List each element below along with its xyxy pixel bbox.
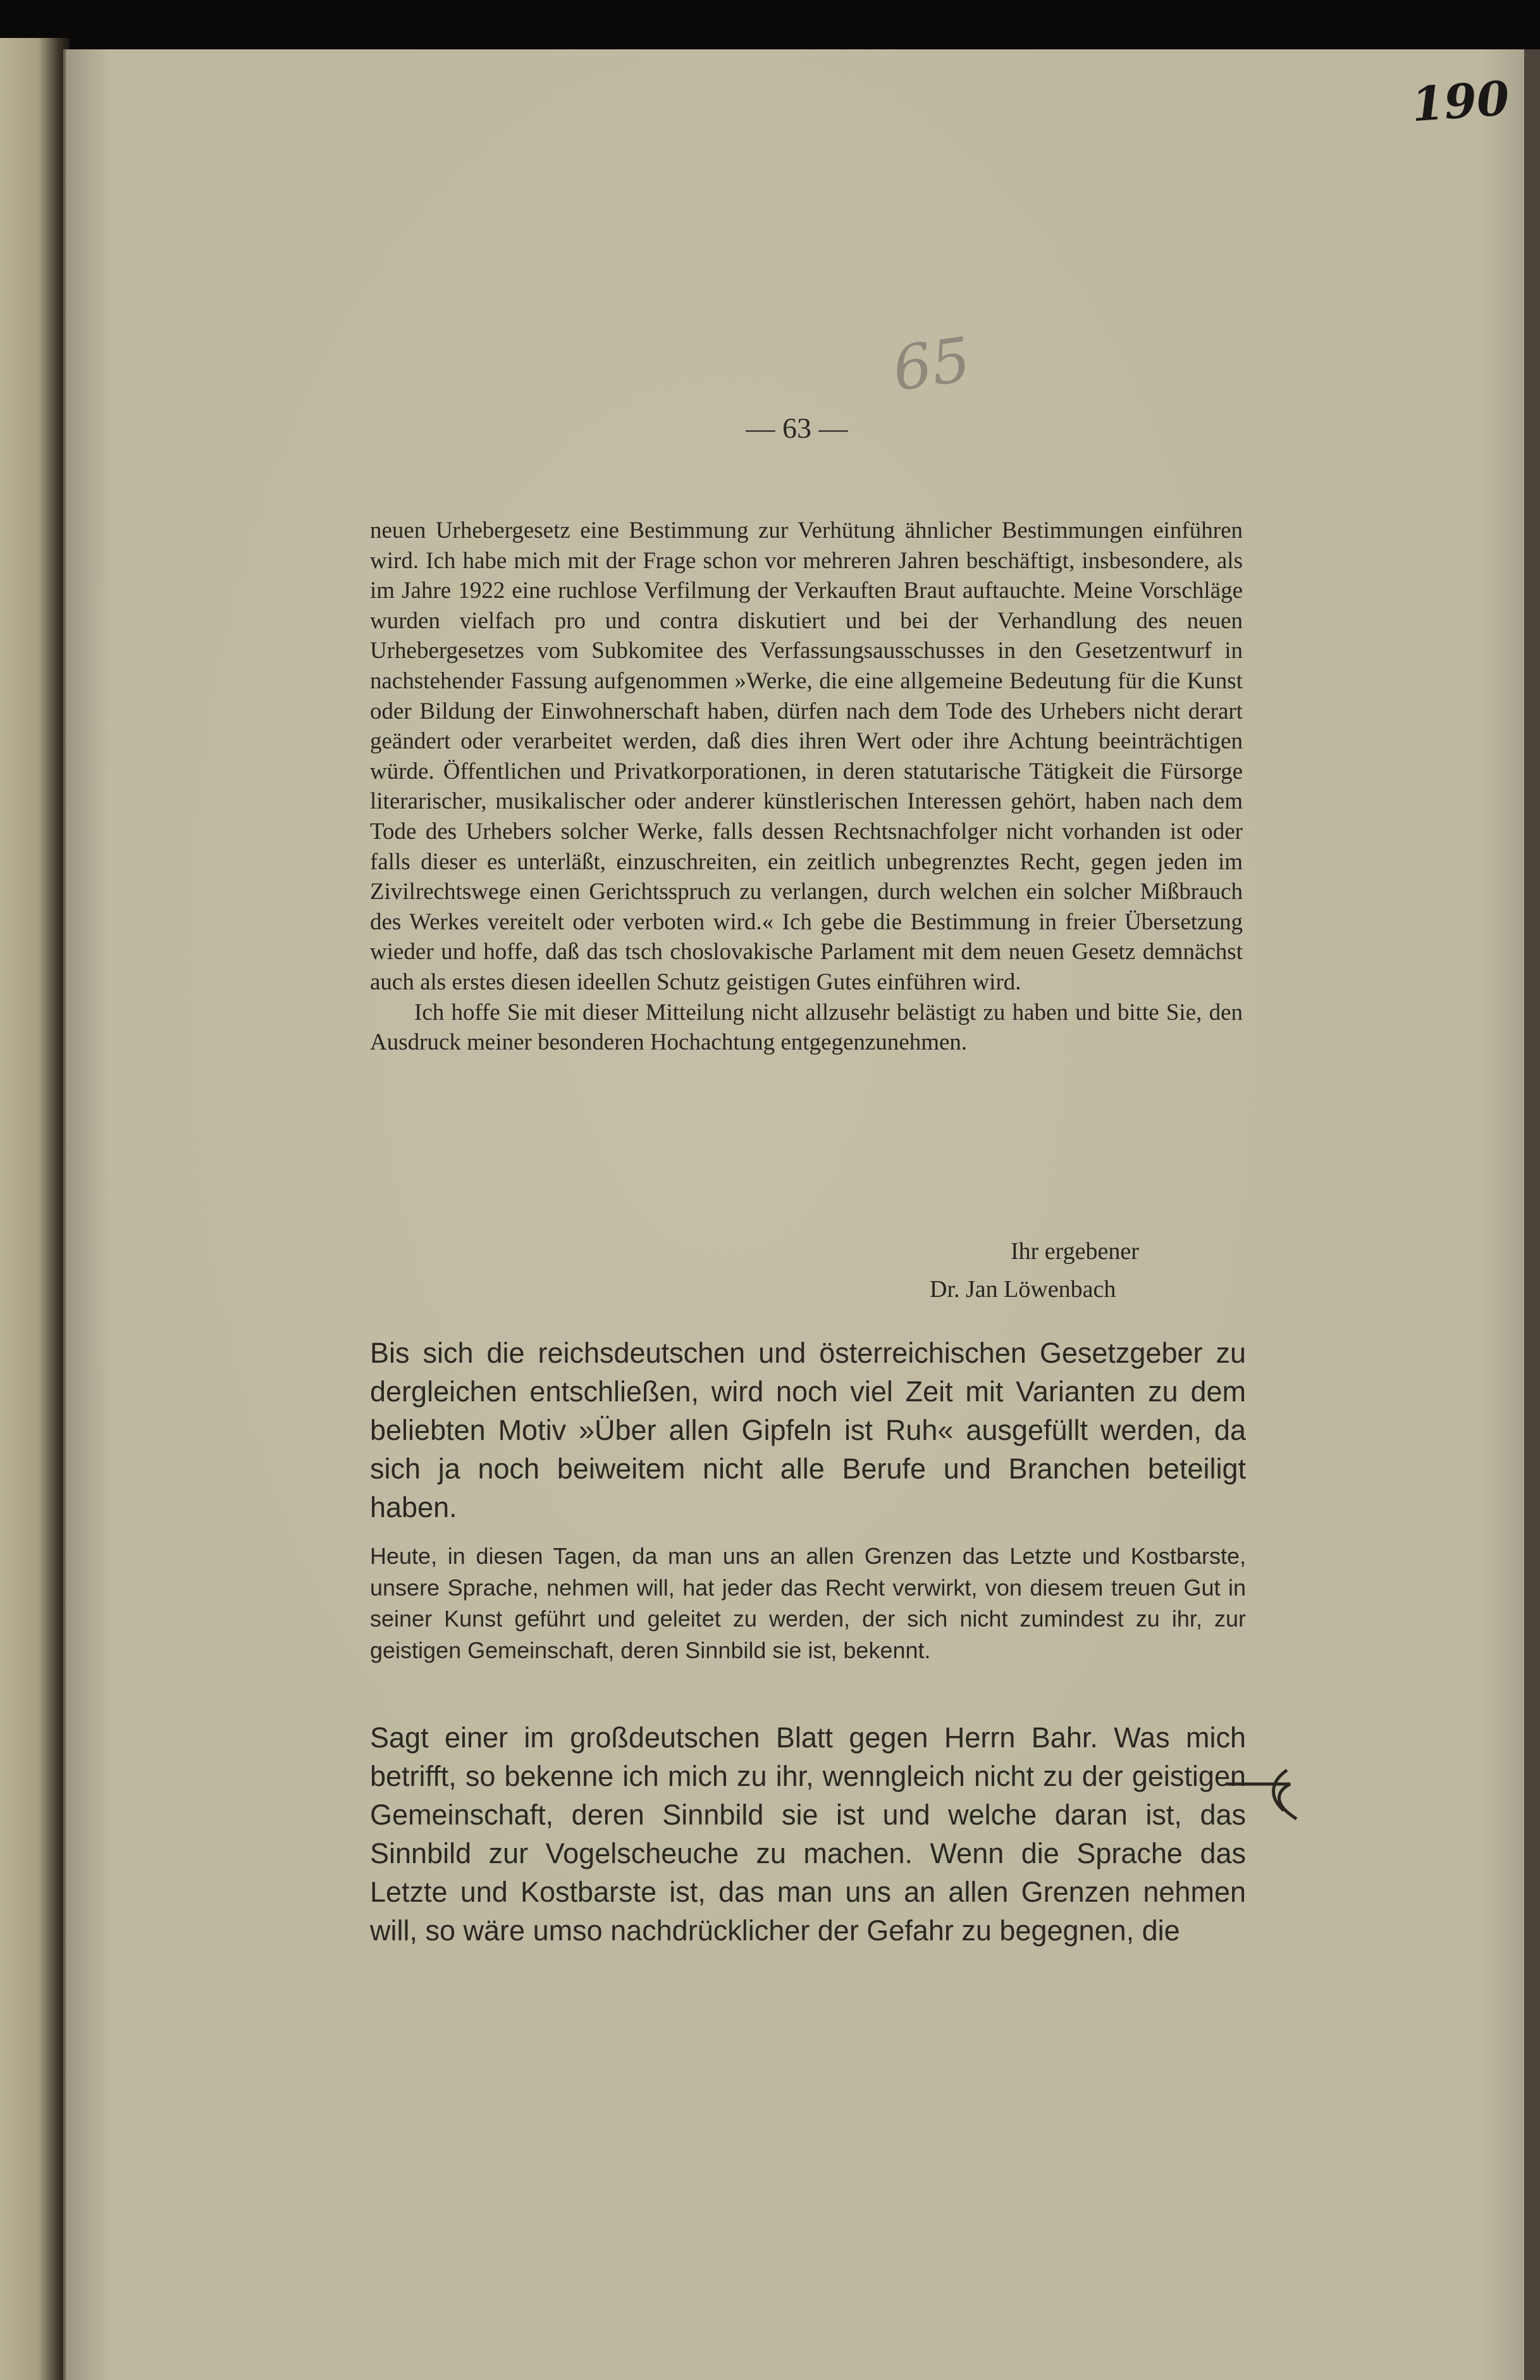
letter-body-closing: Ich hoffe Sie mit dieser Mitteilung nicht allzusehr belästigt zu haben und bitte Sie, den Ausdruck meiner besonderen Hochachtung entgegenzunehmen. bbox=[370, 999, 1243, 1056]
paragraph-1 bbox=[370, 1334, 1246, 1527]
scan-right-border bbox=[1524, 49, 1540, 2380]
book-page bbox=[63, 49, 1527, 2380]
letter-signature-block bbox=[930, 1232, 1246, 1308]
printed-page-number: — 63 — bbox=[746, 412, 848, 444]
letter-body: neuen Urhebergesetz eine Bestimmung zur Verhütung ähnlicher Bestimmungen einführen wird. Ich habe mich mit der Frage schon vor mehreren Jahren beschäftigt, insbesondere, als im Jahre 1922 eine ruchlose Verfilmung der Verkauften Braut auftauchte. Meine Vorschläge wurden vielfach pro und contra diskutiert und bei der Verhandlung des neuen Urhebergesetzes vom Subkomitee des Verfassungsausschusses in den Gesetzentwurf in nachstehender Fassung aufgenommen »Werke, die eine allgemeine Bedeutung für die Kunst oder Bildung der Einwohnerschaft haben, dürfen nach dem Tode des Urhebers nicht derart geändert oder verarbeitet werden, daß dies ihren Wert oder ihre Achtung beeinträchtigen würde. Öffentlichen und Privatkorporationen, in deren statutarische Tätigkeit die Fürsorge literarischer, musikalischer oder anderer künstlerischen Interessen gehört, haben nach dem Tode des Urhebers solcher Werke, falls dessen Rechtsnachfolger nicht vorhanden ist oder falls dieser es unterläßt, einzuschreiten, ein zeitlich unbegrenztes Recht, gegen jeden im Zivilrechtswege einen Gerichtsspruch zu verlangen, durch welchen ein solcher Mißbrauch des Werkes vereitelt oder verboten wird.« Ich gebe die Bestimmung in freier Übersetzung wieder und hoffe, daß das tsch choslovakische Parlament mit dem neuen Gesetz demnächst auch als erstes diesen ideellen Schutz geistigen Gutes einführen wird. bbox=[370, 518, 1243, 995]
paragraph-2-text: Sagt einer im großdeutschen Blatt gegen Herrn Bahr. Was mich betrifft, so bekenne ich mich zu ihr, wenngleich nicht zu der geistigen Gemeinschaft, deren Sinnbild sie ist und welche daran ist, das Sinnbild zur Vogelscheuche zu machen. Wenn die Sprache das Letzte und Kostbarste ist, das man uns an allen Grenzen nehmen will, so wäre umso nachdrücklicher der Gefahr zu begegnen, die bbox=[370, 1721, 1246, 1947]
letter-closing: Ihr ergebener bbox=[1011, 1238, 1139, 1265]
quoted-paragraph-text: Heute, in diesen Tagen, da man uns an allen Grenzen das Letzte und Kostbarste, unsere Sprache, nehmen will, hat jeder das Recht verwirkt, von diesem treuen Gut in seiner Kunst geführt und geleitet zu werden, der sich nicht zumindest zu ihr, zur geistigen Gemeinschaft, deren Sinnbild sie ist, bekennt. bbox=[370, 1543, 1246, 1663]
scan-top-border bbox=[0, 0, 1540, 49]
letter-signature: Dr. Jan Löwenbach bbox=[930, 1276, 1116, 1303]
paragraph-2 bbox=[370, 1718, 1246, 1950]
book-spine bbox=[0, 38, 70, 2380]
quoted-paragraph bbox=[370, 1540, 1246, 1666]
letter-text bbox=[370, 516, 1243, 1058]
pencil-page-number: 65 bbox=[888, 324, 975, 405]
folio-number: 190 bbox=[1410, 71, 1512, 133]
margin-correction-mark bbox=[1227, 1765, 1322, 1822]
paragraph-1-text: Bis sich die reichsdeutschen und österreichischen Gesetzgeber zu dergleichen entschließen, wird noch viel Zeit mit Varianten zu dem beliebten Motiv »Über allen Gipfeln ist Ruh« ausgefüllt werden, da sich ja noch beiweitem nicht alle Berufe und Branchen beteiligt haben. bbox=[370, 1337, 1246, 1523]
